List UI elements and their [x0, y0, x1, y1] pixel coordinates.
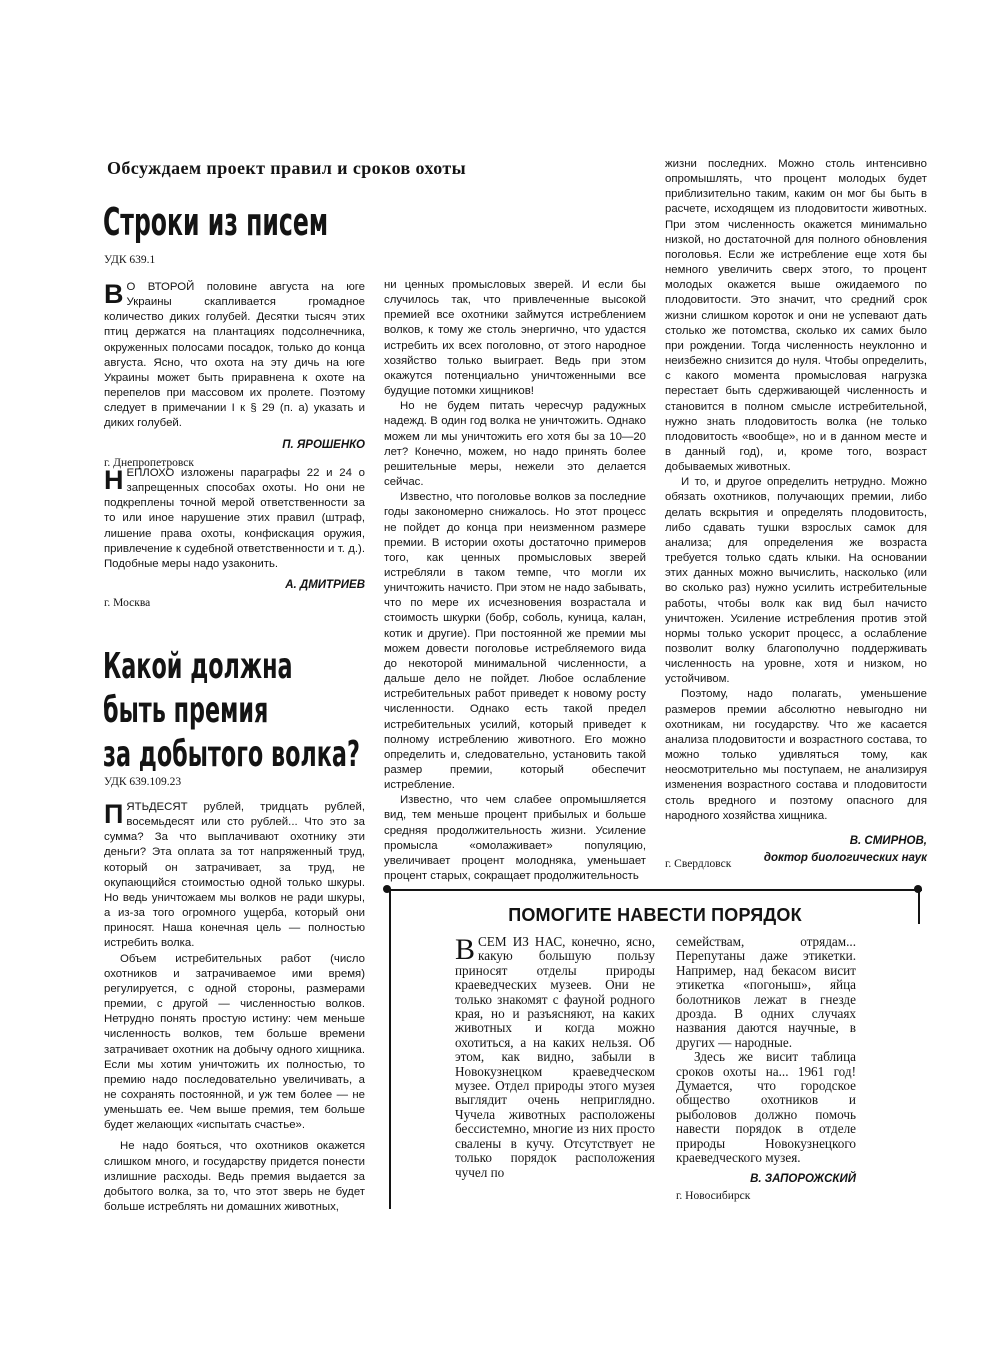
article3-column-2 — [676, 935, 856, 1203]
article2-column-1 — [104, 800, 365, 1215]
letter2-city: г. Москва — [104, 597, 151, 610]
article2-column-2 — [384, 278, 646, 884]
drop-cap: В — [104, 279, 124, 309]
paragraph: ни ценных промысловых зверей. И если бы случилось так, что привлеченные высокой премией все охотники займутся истреблением волков, к тому же столь энергично, что удастся истребить их всех поголовно, от этого народное хозяйство только выиграет. Ведь при этом окажутся потенциально уничтоженными все будущие потомки хищников! — [384, 279, 646, 398]
article2-udk: УДК 639.109.23 — [104, 776, 182, 788]
frame-left-rule — [389, 889, 391, 1209]
title-line: Какой должна — [103, 646, 293, 687]
letter2-author: А. ДМИТРИЕВ — [285, 579, 365, 592]
frame-dot — [383, 885, 391, 893]
article1-title: Строки из писем — [103, 200, 329, 244]
paragraph: И то, и другое определить нетрудно. Можно обязать охотников, получающих премии, либо делать вскрытия и определять плодовитость, либо сдавать тушки взрослых самок для анализа; для определения же возраста требуется только сдать клыки. На основании этих данных можно вычислить, насколько (или во сколько раз) нужно усилить истребительные работы, чтобы волк как вид был начисто уничтожен. Усиление истребления против этой нормы только ускорит процесс, а ослабление позволит волку благополучно поддерживать численность на уровне, хотя и низком, но устойчивом. — [665, 476, 927, 686]
article2-city: г. Свердловск — [665, 858, 732, 870]
frame-top-rule — [387, 889, 922, 891]
article3-column-1 — [455, 935, 655, 1180]
article2-author: В. СМИРНОВ, — [849, 834, 927, 847]
drop-cap: П — [104, 799, 124, 829]
title-line: за добытого волка? — [103, 734, 360, 775]
letter2-text: ЕПЛОХО изложены параграфы 22 и 24 о запрещенных способах охоты. Но они не подкреплены точной мерой ответственности за то или иное нарушение этих правил (штраф, лишение права охоты, конфискация оружия, привлечение к судебной ответственности и т. д.). Подобные меры надо узаконить. — [104, 467, 365, 570]
letter1-author: П. ЯРОШЕНКО — [282, 438, 365, 451]
paragraph: Поэтому, надо полагать, уменьшение размеров премии абсолютно невыгодно ни охотникам, ни государству. Что же касается анализа плодовитости и возрастного состава, то можно только удивляться тому, как неосмотрительно мы поступаем, не анализируя изменения возрастного состава и плодовитости столь вредного и поэтому опасного для народного хозяйства хищника. — [665, 688, 927, 822]
article1-letter1 — [104, 280, 365, 471]
article3-author: В. ЗАПОРОЖСКИЙ — [750, 1172, 856, 1185]
article1-letter2 — [104, 466, 365, 611]
article3-city: г. Новосибирск — [676, 1189, 751, 1202]
article2-column-3 — [665, 157, 927, 866]
letter1-city: г. Днепропетровск — [104, 456, 194, 469]
paragraph: семействам, отрядам... Перепутаны даже этикетки. Например, над бекасом висит этикетка «погоныш», яйца болотников лежат в гнезде дрозда. В одних случаях названия даются научные, в других — народные. — [676, 934, 856, 1050]
drop-cap: В — [455, 933, 476, 966]
paragraph: Не надо бояться, что охотников окажется слишком много, и государству придется понести излишние расходы. Ведь премия выдается за добытого волка, за то, что этот зверь не будет больше истреблять ни домашних животных, — [104, 1140, 365, 1214]
paragraph: Объем истребительных работ (число охотников и затрачиваемое ими время) регулируется, с одной стороны, размерами премии, с другой — численностью волков. Нетрудно понять простую истину: чем меньше численность волков, тем больше времени затрачивает охотник на добычу одного хищника. Если мы хотим уничтожить их полностью, то премию надо последовательно увеличивать, а не сохранять постоянной, и уж тем более — не уменьшать ее. Чем выше премия, тем больше будет желающих «испытать счастье». — [104, 952, 365, 1132]
title-line: быть премия — [103, 690, 269, 731]
paragraph: СЕМ ИЗ НАС, конечно, ясно, какую большую пользу приносят отделы природы краеведческих музеев. Они не только знакомят с фауной родного края, но и разъясняют, на каких животных и когда можно охотиться, а на каких нельзя. Об этом, как видно, забыли в Новокузнецком краеведческом музее. Отдел природы этого музея выглядит очень неприглядно. Чучела животных расположены бессистемно, многие из них просто свалены в кучу. Отсутствует не только порядок расположения чучел по — [455, 934, 655, 1180]
section-rubric: Обсуждаем проект правил и сроков охоты — [107, 158, 467, 178]
paragraph: Но не будем питать чересчур радужных надежд. В один год волка не уничтожить. Однако можем ли мы уничтожить его хотя бы за 10—20 лет? Конечно, можем, но надо принять более решительные меры, нежели это делается сейчас. — [384, 400, 646, 489]
paragraph: Известно, что чем слабее опромышляется вид, тем меньше процент прибылых и больше средняя продолжительность жизни. Усиление промысла «омолаживает» популяцию, увеличивает процент молодняка, уменьшает процент старых, сокращает продолжительность — [384, 794, 646, 883]
article2-author-title: доктор биологических наук — [763, 852, 927, 865]
frame-dot — [914, 885, 922, 893]
article2-title — [103, 645, 360, 777]
frame-right-rule — [918, 889, 920, 924]
article1-udk: УДК 639.1 — [104, 254, 156, 266]
article3-title: ПОМОГИТЕ НАВЕСТИ ПОРЯДОК — [508, 905, 802, 925]
paragraph: Здесь же висит таблица сроков охоты на... 1961 год! Думается, что городское общество охотников и рыболовов должно помочь навести порядок в отделе природы Новокузнецкого краеведческого музея. — [676, 1049, 856, 1166]
paragraph: жизни последних. Можно столь интенсивно опромышлять, что процент молодых будет приблизительно таким, каким он мог бы быть в расчете, исходящем из плодовитости животных. При этом численность окажется минимально низкой, но достаточной для полного обновления поголовья. Если же истребление еще хотя бы немного увеличить сверх этого, то процент молодых окажется выше ожидаемого по плодовитости. Это значит, что средний срок жизни слишком короток и они не успевают дать столько же потомства, сколько их самих было при рождении. Тогда численность неуклонно и неизбежно снизится до нуля. Чтобы определить, с какого момента промысловая нагрузка перестает быть сдерживающей численность и становится в полном смысле истребительной, нужно знать плодовитость волка (не только плодовитость «вообще», но и в данном месте и в данный год), и, кроме того, возраст добываемых животных. — [665, 158, 927, 474]
paragraph: ЯТЬДЕСЯТ рублей, тридцать рублей, восемьдесят или сто рублей... Что это за сумма? За что выплачивают охотнику эти деньги? Эта оплата за тот напряженный труд, который он затрачивает, за труд, не окупающийся стоимостью одной только шкуры. Но ведь уничтожаем мы волков не ради шкуры, а из-за того огромного ущерба, который они приносят. Наша конечная цель — полностью истребить волка. — [104, 801, 365, 950]
paragraph: Известно, что поголовье волков за последние годы закономерно снижалось. Но этот процесс не пойдет до конца при неизменном размере премии. В истории охоты достаточно примеров того, как ценных промысловых зверей истребляли в таком темпе, что могли их уничтожить начисто. При этом не надо забывать, что по мере их исчезновения возрастала и стоимость шкурки (бобр, соболь, куница, калан, котик и другие). При постоянной же премии мы можем довести поголовье истребляемого вида до некоторой минимальной численности, а дальше дело не пойдет. Любое ослабление истребительных работ приведет к новому росту численности. Однако есть такой предел истребительных усилий, который приведет к полному истреблению животного. Его можно определить и, следовательно, установить такой размер премии, который обеспечит истребление. — [384, 491, 646, 792]
letter1-text: О ВТОРОЙ половине августа на юге Украины скапливается громадное количество диких голубей. Десятки тысяч этих птиц держатся на плантациях подсолнечника, окруженных полосами посадок, только до конца августа. Ясно, что охота на эту дичь на юге Украины может быть приравнена к охоте на перепелов при массовом их пролете. Поэтому следует в примечании I к § 29 (п. а) указать и диких голубей. — [104, 281, 365, 430]
drop-cap: Н — [104, 465, 124, 495]
